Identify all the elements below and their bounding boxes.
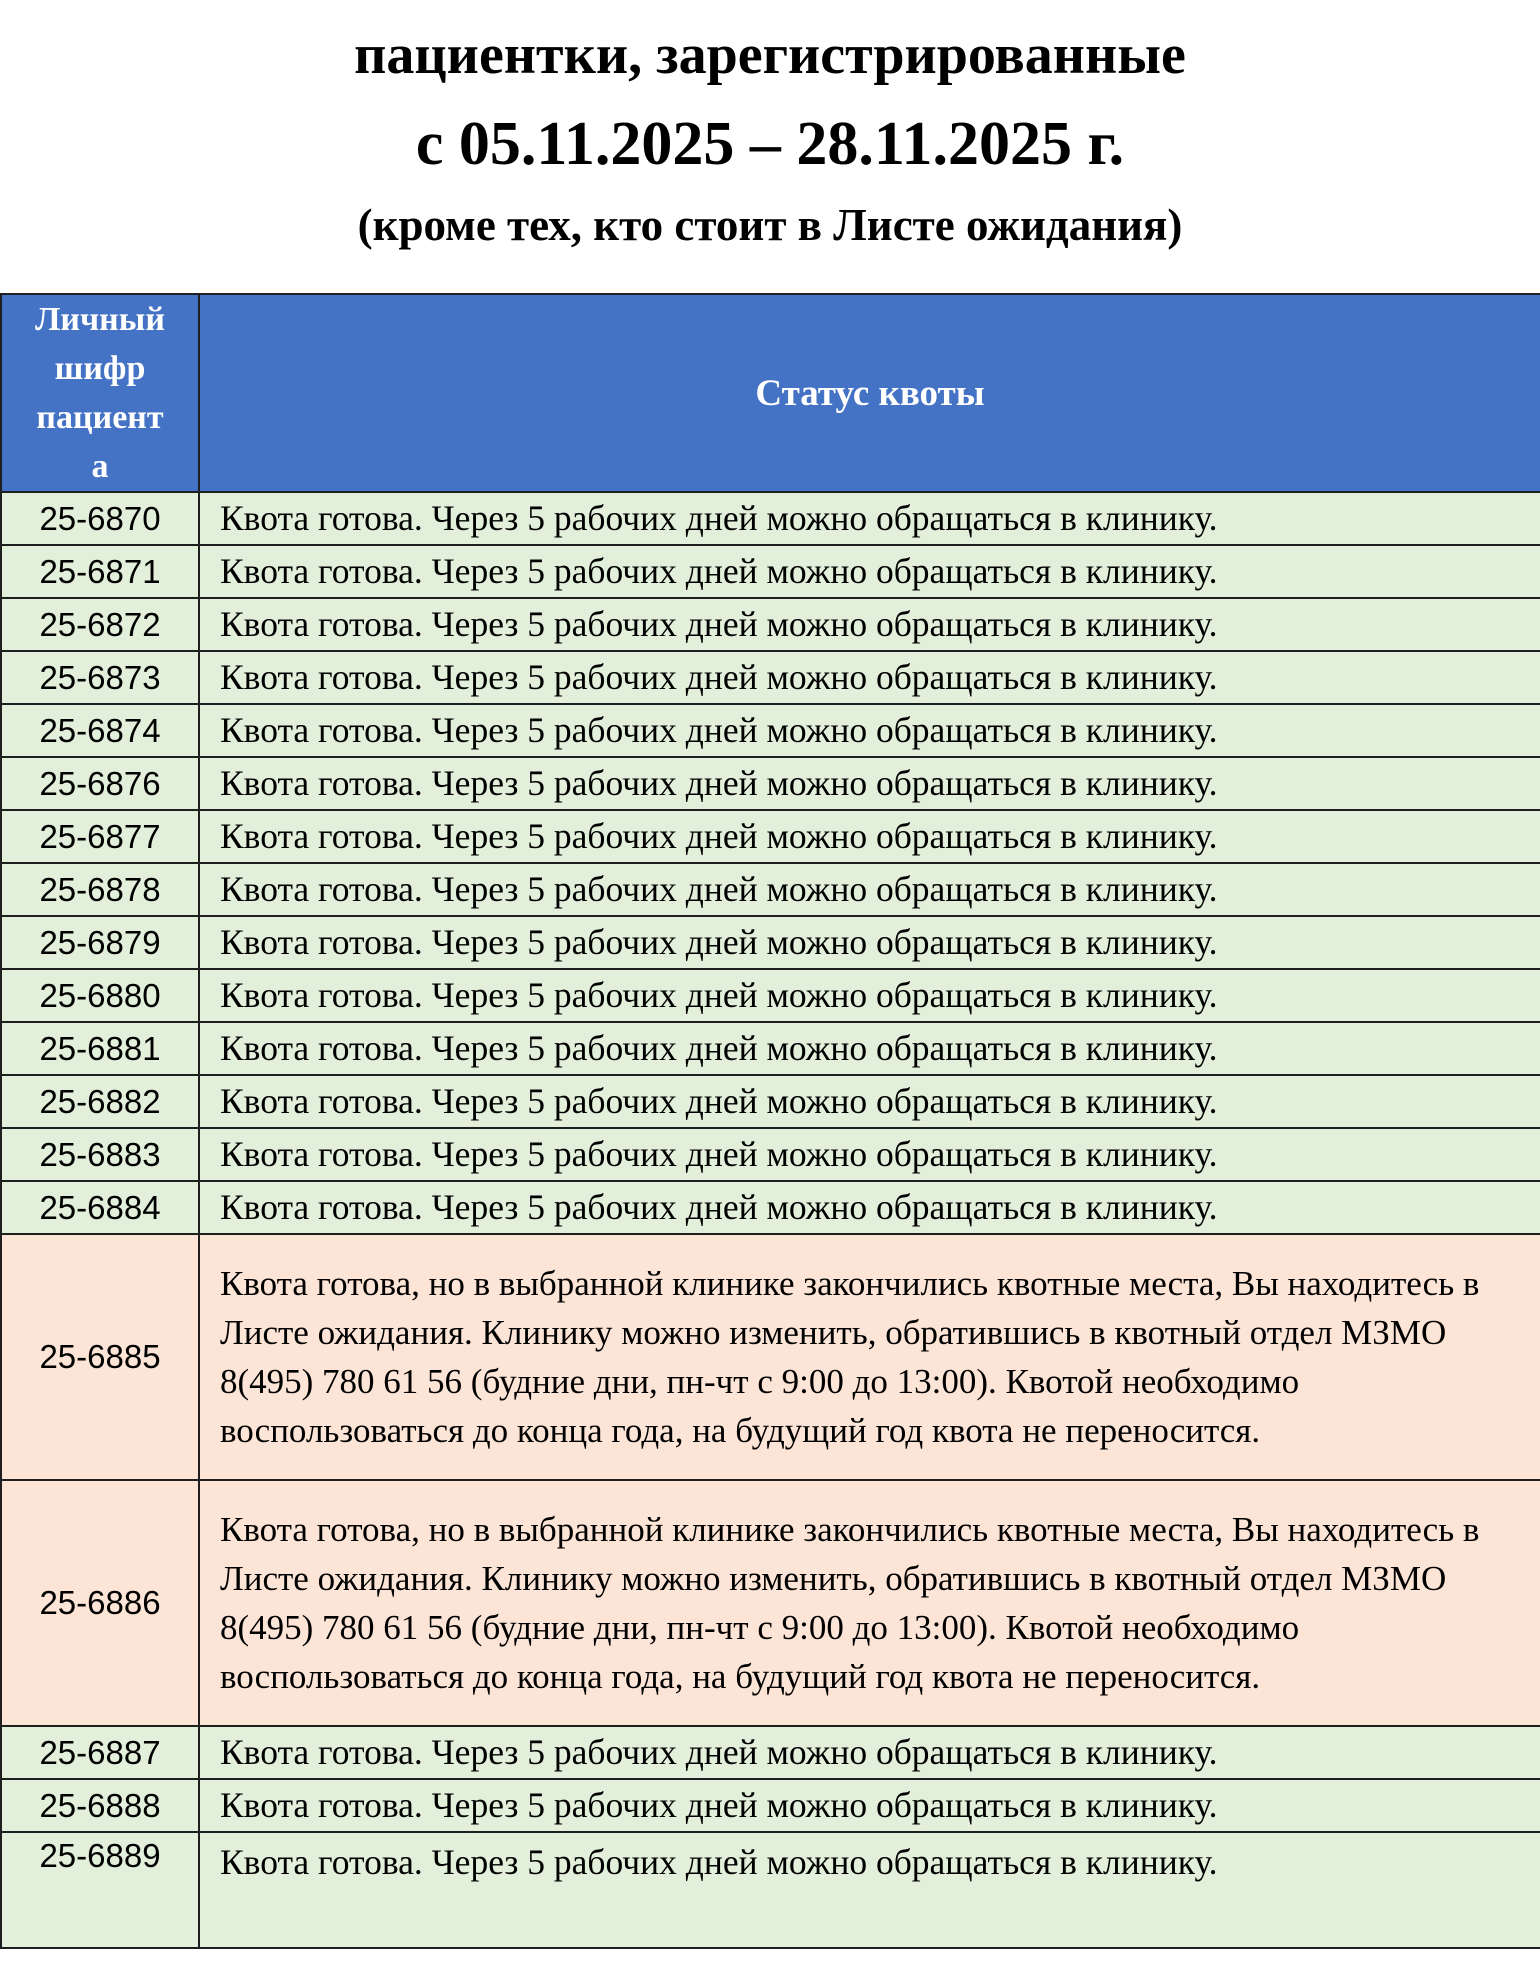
patient-id-cell: 25-6879 [1, 916, 199, 969]
table-row [1, 969, 1540, 1022]
patient-id-cell: 25-6873 [1, 651, 199, 704]
quota-status-cell: Квота готова. Через 5 рабочих дней можно обращаться в клинику. [199, 969, 1540, 1022]
page-header [0, 0, 1540, 292]
table-row [1, 1832, 1540, 1948]
patient-id-cell: 25-6871 [1, 545, 199, 598]
patient-id-cell: 25-6882 [1, 1075, 199, 1128]
patient-id-cell: 25-6874 [1, 704, 199, 757]
quota-status-cell: Квота готова. Через 5 рабочих дней можно обращаться в клинику. [199, 1726, 1540, 1779]
patient-id-cell: 25-6885 [1, 1234, 199, 1480]
column-header-patient-id-line: а [91, 448, 109, 485]
table-row-waitlist [1, 1234, 1540, 1480]
patient-id-cell: 25-6888 [1, 1779, 199, 1832]
table-row [1, 1128, 1540, 1181]
quota-status-cell: Квота готова. Через 5 рабочих дней можно обращаться в клинику. [199, 1022, 1540, 1075]
table-row [1, 704, 1540, 757]
quota-status-table [0, 293, 1540, 1949]
table-row [1, 1181, 1540, 1234]
table-row-waitlist [1, 1480, 1540, 1726]
page-title-line1: пациентки, зарегистрированные [354, 24, 1186, 86]
patient-id-cell: 25-6880 [1, 969, 199, 1022]
table-row [1, 1726, 1540, 1779]
table-row [1, 1779, 1540, 1832]
quota-status-cell: Квота готова. Через 5 рабочих дней можно обращаться в клинику. [199, 598, 1540, 651]
table-row [1, 863, 1540, 916]
table-row [1, 651, 1540, 704]
quota-status-cell: Квота готова, но в выбранной клинике закончились квотные места, Вы находитесь в Листе ожидания. Клинику можно изменить, обратившись в квотный отдел МЗМО 8(495) 780 61 56 (будние дни, пн-чт с 9:00 до 13:00). Квотой необходимо воспользоваться до конца года, на будущий год квота не переносится. [199, 1234, 1540, 1480]
quota-status-cell: Квота готова, но в выбранной клинике закончились квотные места, Вы находитесь в Листе ожидания. Клинику можно изменить, обратившись в квотный отдел МЗМО 8(495) 780 61 56 (будние дни, пн-чт с 9:00 до 13:00). Квотой необходимо воспользоваться до конца года, на будущий год квота не переносится. [199, 1480, 1540, 1726]
table-row [1, 757, 1540, 810]
column-header-patient-id-line: Личный [35, 301, 165, 338]
table-row [1, 492, 1540, 545]
patient-id-cell: 25-6870 [1, 492, 199, 545]
table-row [1, 1075, 1540, 1128]
patient-id-cell: 25-6886 [1, 1480, 199, 1726]
quota-status-cell: Квота готова. Через 5 рабочих дней можно обращаться в клинику. [199, 1075, 1540, 1128]
table-row [1, 545, 1540, 598]
patient-id-cell: 25-6887 [1, 1726, 199, 1779]
table-row [1, 810, 1540, 863]
column-header-patient-id [1, 294, 199, 492]
table-row [1, 916, 1540, 969]
quota-status-cell: Квота готова. Через 5 рабочих дней можно обращаться в клинику. [199, 1181, 1540, 1234]
column-header-quota-status: Статус квоты [199, 294, 1540, 492]
quota-status-cell: Квота готова. Через 5 рабочих дней можно обращаться в клинику. [199, 916, 1540, 969]
quota-status-cell: Квота готова. Через 5 рабочих дней можно обращаться в клинику. [199, 1128, 1540, 1181]
quota-status-cell: Квота готова. Через 5 рабочих дней можно обращаться в клинику. [199, 1779, 1540, 1832]
page-title-date-range: с 05.11.2025 – 28.11.2025 г. [415, 110, 1125, 178]
column-header-patient-id-line: пациент [36, 399, 164, 436]
page-subtitle: (кроме тех, кто стоит в Листе ожидания) [357, 200, 1183, 250]
quota-status-cell: Квота готова. Через 5 рабочих дней можно обращаться в клинику. [199, 757, 1540, 810]
patient-id-cell: 25-6877 [1, 810, 199, 863]
quota-status-cell: Квота готова. Через 5 рабочих дней можно обращаться в клинику. [199, 545, 1540, 598]
quota-status-cell: Квота готова. Через 5 рабочих дней можно обращаться в клинику. [199, 1832, 1540, 1948]
patient-id-cell: 25-6881 [1, 1022, 199, 1075]
table-header-row [1, 294, 1540, 492]
quota-status-cell: Квота готова. Через 5 рабочих дней можно обращаться в клинику. [199, 492, 1540, 545]
quota-status-cell: Квота готова. Через 5 рабочих дней можно обращаться в клинику. [199, 704, 1540, 757]
table-row [1, 1022, 1540, 1075]
patient-id-cell: 25-6872 [1, 598, 199, 651]
quota-status-cell: Квота готова. Через 5 рабочих дней можно обращаться в клинику. [199, 863, 1540, 916]
patient-id-cell: 25-6884 [1, 1181, 199, 1234]
quota-status-cell: Квота готова. Через 5 рабочих дней можно обращаться в клинику. [199, 810, 1540, 863]
quota-status-cell: Квота готова. Через 5 рабочих дней можно обращаться в клинику. [199, 651, 1540, 704]
patient-id-cell: 25-6883 [1, 1128, 199, 1181]
column-header-patient-id-line: шифр [54, 350, 146, 387]
patient-id-cell: 25-6878 [1, 863, 199, 916]
patient-id-cell: 25-6889 [1, 1832, 199, 1948]
patient-id-cell: 25-6876 [1, 757, 199, 810]
table-row [1, 598, 1540, 651]
